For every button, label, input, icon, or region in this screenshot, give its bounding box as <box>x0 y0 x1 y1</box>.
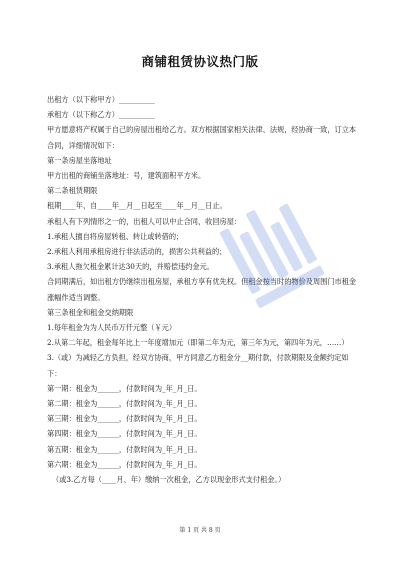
installment-5: 第五期：租金为______，付款时间为_年_月_日。 <box>47 444 202 454</box>
installment-3: 第三期：租金为______，付款时间为_年_月_日。 <box>47 414 202 424</box>
lease-term-line: 租期____年，自____年__月__日起至____年__月__日止。 <box>47 201 227 211</box>
renewal-paragraph: 合同期满后，如出租方仍继续出租房屋，承租方享有优先权。但租金按当时的物价及周围门市租金涨幅作适当调整。 <box>47 277 357 302</box>
rent-item-1: 1.每年租金为为人民币万仟元整（￥元） <box>47 323 177 333</box>
article-1-heading: 第一条房屋坐落地址 <box>47 155 112 165</box>
article-3-heading: 第三条租金和租金交纳期限 <box>47 307 134 317</box>
installment-4: 第四期：租金为______，付款时间为_年_月_日。 <box>47 429 202 439</box>
alternative-payment-line: （或3.乙方每（____月、年）缴纳一次租金，乙方以现金形式支付租金。） <box>52 475 286 485</box>
termination-item-3: 3.承租人拖欠租金累计达30天的，并赔偿违约金元。 <box>47 262 214 272</box>
rent-item-3: 3.（或）为减轻乙方负担，经双方协商，甲方同意乙方租金分__期付款，付款期限及金额约定如下： <box>47 353 349 378</box>
installment-1: 第一期：租金为______，付款时间为_年_月_日。 <box>47 383 202 393</box>
lessor-line: 出租方（以下称甲方）__________ <box>47 95 155 104</box>
rent-item-2: 2.从第二年起，租金每年比上一年度增加元（即第二年为元，第三年为元，第四年为元，……） <box>47 338 349 348</box>
termination-item-1: 1.承租人擅自将房屋转租、转让或转借的； <box>47 231 184 241</box>
termination-item-2: 2.承租人利用承租房进行非法活动的，损害公共利益的； <box>47 247 227 257</box>
address-line: 甲方出租的商铺坐落地址：号，建筑面积平方米。 <box>47 171 206 181</box>
intro-paragraph: 甲方愿意将产权属于自己的房屋出租给乙方。双方根据国家相关法律、法规，经协商一致，订立本合同，详细情况如下： <box>47 125 357 150</box>
termination-intro: 承租人有下列情形之一的，出租人可以中止合同，收回房屋： <box>47 216 242 226</box>
document-title: 商铺租赁协议热门版 <box>141 54 259 69</box>
lessee-line: 承租方（以下称乙方）__________ <box>47 110 155 120</box>
installment-2: 第二期：租金为______，付款时间为_年_月_日。 <box>47 399 202 409</box>
page-footer: 第 1 页 共 8 页 <box>179 527 221 534</box>
document-body <box>47 92 359 487</box>
installment-6: 第六期：租金为______，付款时间为_年_月_日。 <box>47 459 202 469</box>
article-2-heading: 第二条租赁期限 <box>47 186 98 196</box>
